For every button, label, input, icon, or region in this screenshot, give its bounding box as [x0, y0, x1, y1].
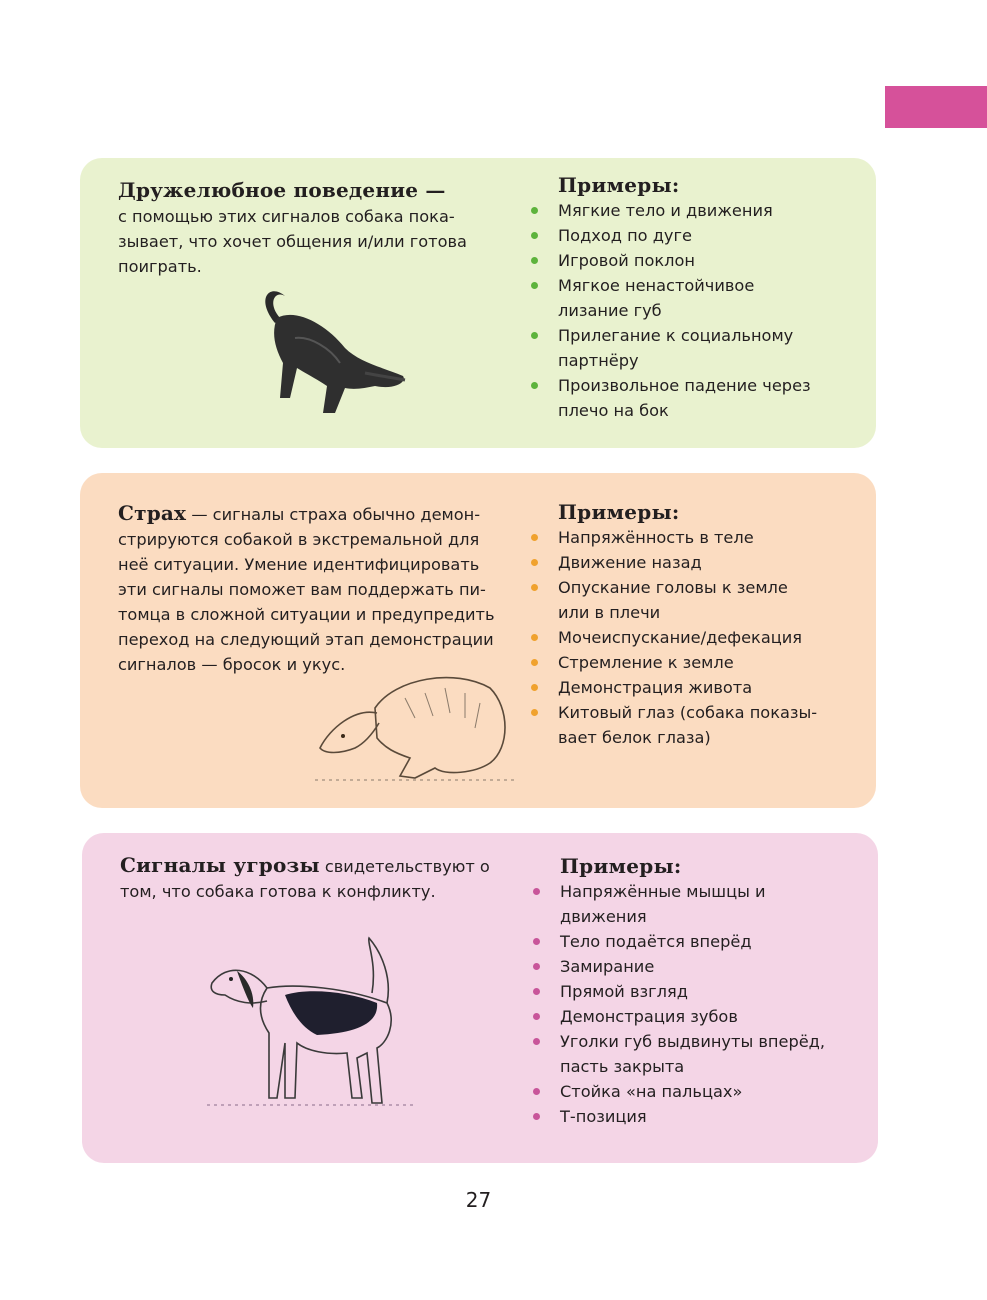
- friendly-lead: [118, 178, 508, 279]
- friendly-description: с помощью этих сигналов собака показывает, что хочет общения и/или готова поиграть.: [118, 207, 467, 276]
- threat-description: свидетельствуют о том, что собака готова к конфликту.: [120, 857, 490, 901]
- fear-description: — сигналы страха обычно демонстрируются собакой в экстремальной для неё ситуации. Умение идентифицировать эти сигналы поможет вам поддержать питомца в сложной ситуации и предупредить переход на следующий этап демонстрации сигналов — бросок и укус.: [118, 505, 495, 674]
- list-item: Замирание: [560, 954, 860, 979]
- threat-signals-box: [82, 833, 878, 1163]
- threat-title: Сигналы угрозы: [120, 853, 320, 877]
- fear-examples: [558, 499, 858, 750]
- threatening-beagle-illustration: [207, 933, 417, 1113]
- list-item: Прилегание к социальному партнёру: [558, 323, 808, 373]
- friendly-title-dash: —: [418, 178, 446, 202]
- list-item: Демонстрация живота: [558, 675, 858, 700]
- list-item: Т-позиция: [560, 1104, 860, 1129]
- list-item: Стремление к земле: [558, 650, 858, 675]
- page-number: 27: [465, 1188, 492, 1212]
- list-item: Произвольное падение через плечо на бок: [558, 373, 833, 423]
- list-item: Опускание головы к земле или в плечи: [558, 575, 813, 625]
- fear-lead: [118, 501, 500, 677]
- list-item: Уголки губ выдвинуты вперёд, пасть закрыта: [560, 1029, 840, 1079]
- list-item: Мягкое ненастойчивое лизание губ: [558, 273, 788, 323]
- list-item: Напряжённость в теле: [558, 525, 858, 550]
- fear-box: [80, 473, 876, 808]
- list-item: Мочеиспускание/дефекация: [558, 625, 858, 650]
- list-item: Мягкие тело и движения: [558, 198, 858, 223]
- list-item: Стойка «на пальцах»: [560, 1079, 860, 1104]
- fear-title: Страх: [118, 501, 187, 525]
- friendly-examples-list: [558, 198, 858, 423]
- threat-lead: [120, 853, 490, 904]
- play-bow-dog-illustration: [235, 278, 415, 418]
- fearful-dog-illustration: [315, 668, 515, 788]
- threat-examples-list: [560, 879, 860, 1129]
- friendly-behavior-box: [80, 158, 876, 448]
- list-item: Демонстрация зубов: [560, 1004, 860, 1029]
- fear-examples-title: Примеры:: [558, 500, 680, 524]
- friendly-examples-title: Примеры:: [558, 173, 680, 197]
- list-item: Тело подаётся вперёд: [560, 929, 860, 954]
- list-item: Движение назад: [558, 550, 858, 575]
- list-item: Напряжённые мышцы и движения: [560, 879, 780, 929]
- fear-examples-list: [558, 525, 858, 750]
- list-item: Прямой взгляд: [560, 979, 860, 1004]
- chapter-tab: [885, 86, 987, 128]
- friendly-examples: [558, 172, 858, 423]
- list-item: Китовый глаз (собака показывает белок глаза): [558, 700, 828, 750]
- list-item: Подход по дуге: [558, 223, 858, 248]
- list-item: Игровой поклон: [558, 248, 858, 273]
- friendly-title: Дружелюбное поведение: [118, 178, 419, 202]
- threat-examples: [560, 853, 860, 1129]
- threat-examples-title: Примеры:: [560, 854, 682, 878]
